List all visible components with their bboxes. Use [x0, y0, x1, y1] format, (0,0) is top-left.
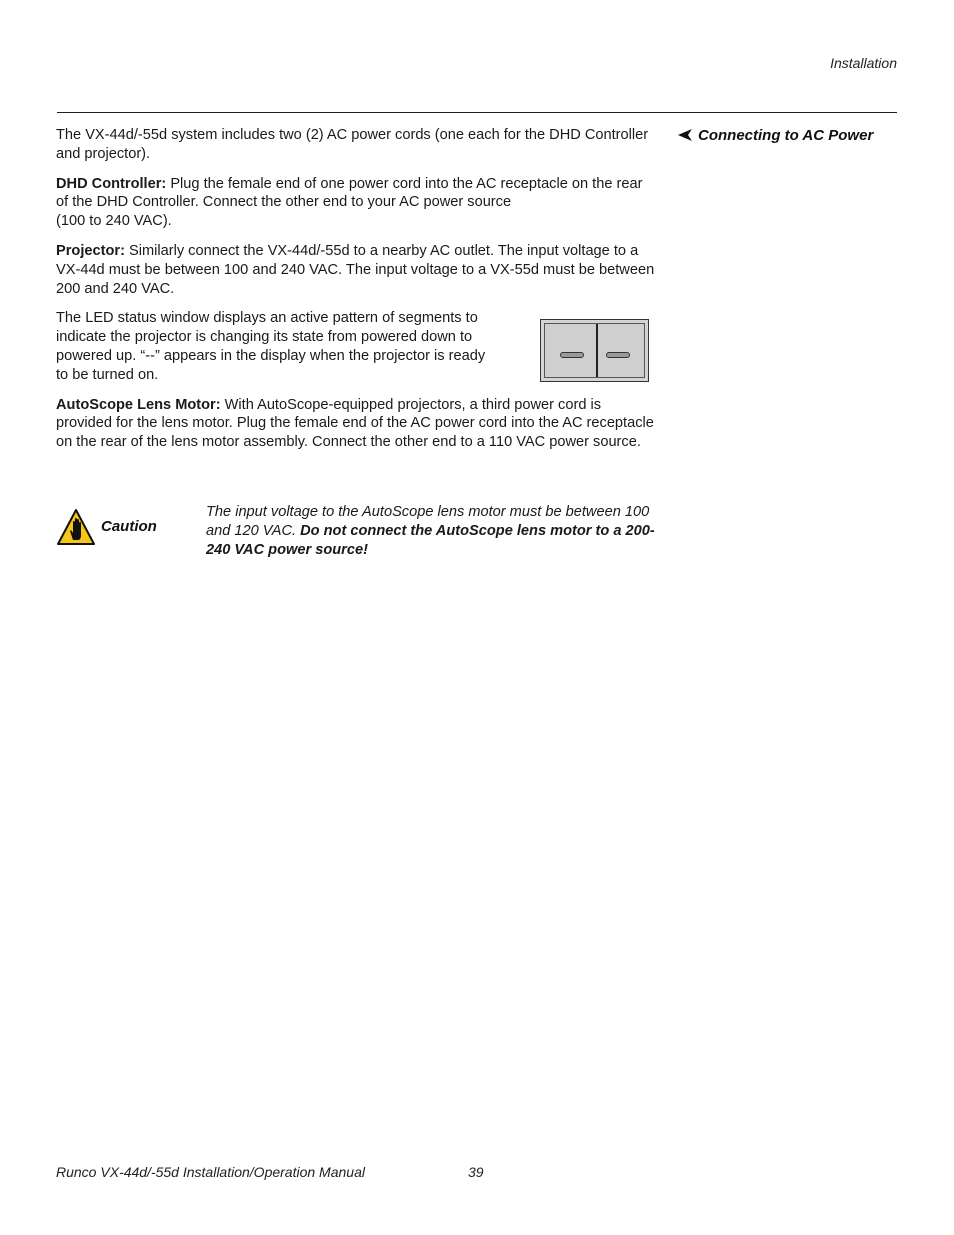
dhd-controller-paragraph: [56, 175, 656, 231]
dhd-controller-text-2: (100 to 240 VAC).: [56, 213, 172, 230]
led-segment-left: [560, 352, 584, 358]
caution-label: Caution: [101, 518, 157, 535]
led-window-divider: [596, 324, 598, 377]
caution-text-bold: Do not connect the AutoScope lens motor to a 200-240 VAC power source!: [206, 522, 655, 558]
footer-page-number: 39: [468, 1164, 484, 1180]
autoscope-label: AutoScope Lens Motor:: [56, 396, 221, 413]
projector-paragraph: [56, 242, 656, 298]
led-status-window: [540, 319, 649, 382]
projector-label: Projector:: [56, 242, 125, 259]
section-heading-text: Connecting to AC Power: [698, 127, 874, 144]
header-rule: [57, 112, 897, 113]
dhd-controller-label: DHD Controller:: [56, 175, 167, 192]
autoscope-paragraph: [56, 396, 656, 452]
left-arrow-icon: [678, 129, 692, 141]
led-status-paragraph: The LED status window displays an active pattern of segments to indicate the projector is changing its state from powered down to powered up. “--” appears in the display when the projector is ready to be turned on.: [56, 310, 486, 383]
body-text: [56, 126, 656, 463]
caution-note: [57, 503, 657, 563]
running-header: Installation: [830, 55, 897, 71]
led-window-inner: [544, 323, 645, 378]
projector-text: Similarly connect the VX-44d/-55d to a nearby AC outlet. The input voltage to a VX-44d must be between 100 and 240 VAC. The input voltage to a VX-55d must be between 200 and 240 VAC.: [56, 242, 655, 297]
autoscope-text: With AutoScope-equipped projectors, a third power cord is provided for the lens motor. Plug the female end of the AC power cord into the AC receptacle on the rear of the lens motor assembly. Connect the other end to a 110 VAC power source.: [56, 396, 654, 451]
footer-manual-title: Runco VX-44d/-55d Installation/Operation Manual: [56, 1164, 365, 1180]
caution-text: [206, 503, 656, 559]
dhd-controller-text: Plug the female end of one power cord into the AC receptacle on the rear of the DHD Controller. Connect the other end to your AC power source: [56, 175, 643, 211]
intro-paragraph: The VX-44d/-55d system includes two (2) AC power cords (one each for the DHD Controller and projector).: [56, 127, 649, 162]
led-segment-right: [606, 352, 630, 358]
caution-hand-icon: [57, 509, 95, 545]
caution-text-plain: The input voltage to the AutoScope lens motor must be between 100 and 120 VAC.: [206, 504, 650, 539]
section-heading: [678, 127, 873, 144]
